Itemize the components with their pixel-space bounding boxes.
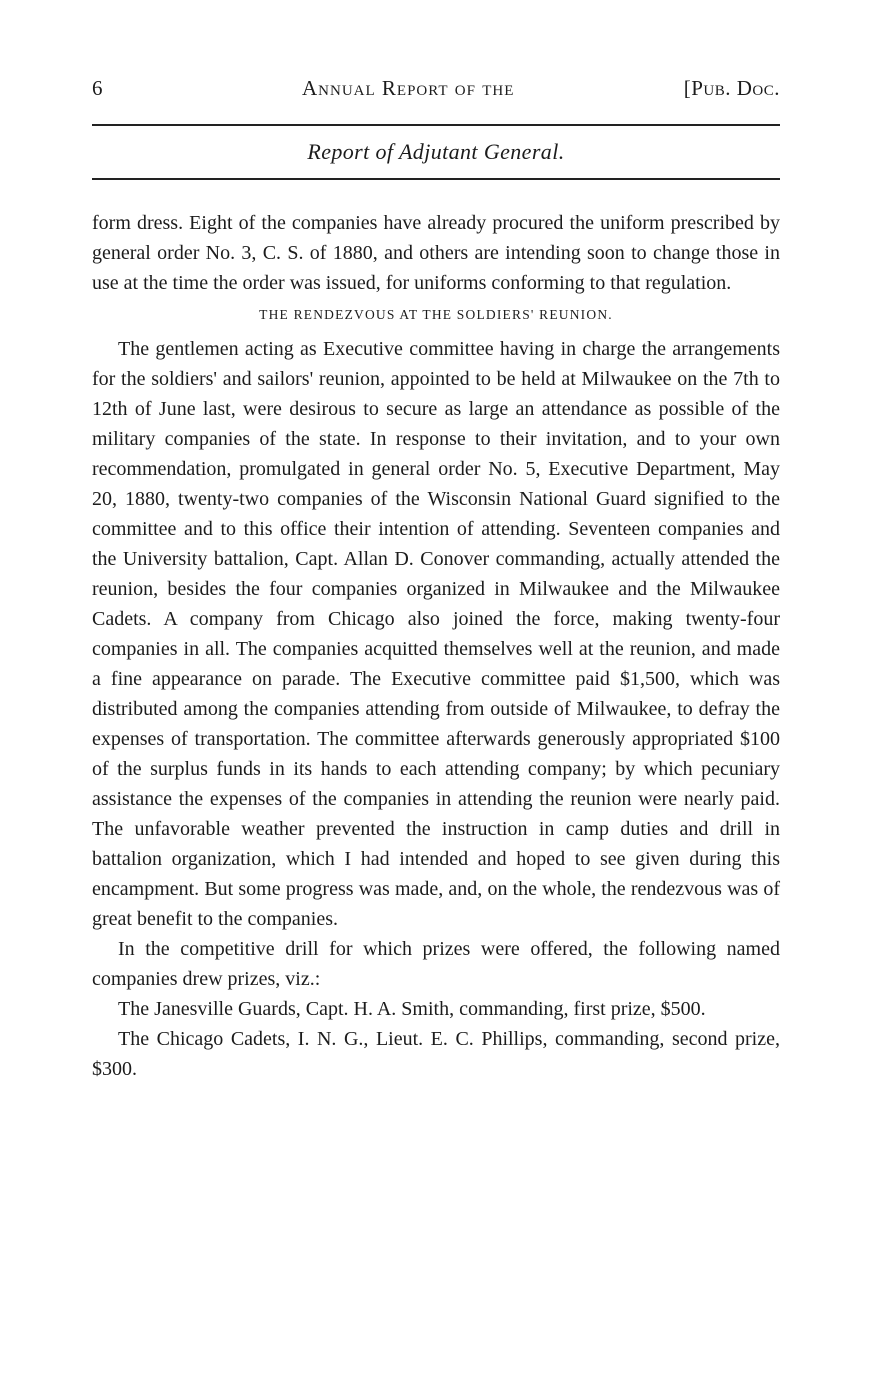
paragraph-rendezvous: The gentlemen acting as Executive committee having in charge the arrangements for the soldiers' and sailors' reunion, appointed to be held at Milwaukee on the 7th to 12th of June last, were desirous to secure as large an attendance as possible of the military companies of the state. In response to their invitation, and to your own recommendation, promulgated in general order No. 5, Executive Department, May 20, 1880, twenty-two companies of the Wisconsin National Guard signified to the committee and to this office their intention of attending. Seventeen companies and the University battalion, Capt. Allan D. Conover commanding, actually attended the reunion, besides the four companies organized in Milwaukee and the Milwaukee Cadets. A company from Chicago also joined the force, making twenty-four companies in all. The companies acquitted themselves well at the reunion, and made a fine appearance on parade. The Executive committee paid $1,500, which was distributed among the companies attending from outside of Milwaukee, to defray the expenses of transportation. The committee afterwards generously appropriated $100 of the surplus funds in its hands to each attending company; by which pecuniary assistance the expenses of the companies in attending the reunion were nearly paid. The unfavorable weather prevented the instruction in camp duties and drill in battalion organization, which I had intended and hoped to see given during this encampment. But some progress was made, and, on the whole, the rendezvous was of great benefit to the companies. [92,338,780,930]
body-text [92,208,780,1084]
page-number: 6 [92,76,103,100]
document-page [92,72,780,1080]
paragraph-competitive-drill: In the competitive drill for which prizes were offered, the following named companies drew prizes, viz.: [92,938,780,990]
section-heading: Report of Adjutant General. [307,139,565,164]
paragraph-second-prize: The Chicago Cadets, I. N. G., Lieut. E. C. Phillips, commanding, second prize, $300. [92,1028,780,1080]
document-designation: [Pub. Doc. [683,76,780,100]
header-rule-bottom [92,178,780,180]
subsection-heading: THE RENDEZVOUS AT THE SOLDIERS' REUNION. [259,307,613,322]
paragraph-first-prize: The Janesville Guards, Capt. H. A. Smith, commanding, first prize, $500. [118,998,706,1020]
header-rule-top [92,124,780,126]
running-header [92,72,780,106]
paragraph-continued: form dress. Eight of the companies have already procured the uniform prescribed by general order No. 3, C. S. of 1880, and others are intending soon to change those in use at the time the order was issued, for uniforms conforming to that regulation. [92,212,780,294]
running-title: Annual Report of the [302,76,515,100]
